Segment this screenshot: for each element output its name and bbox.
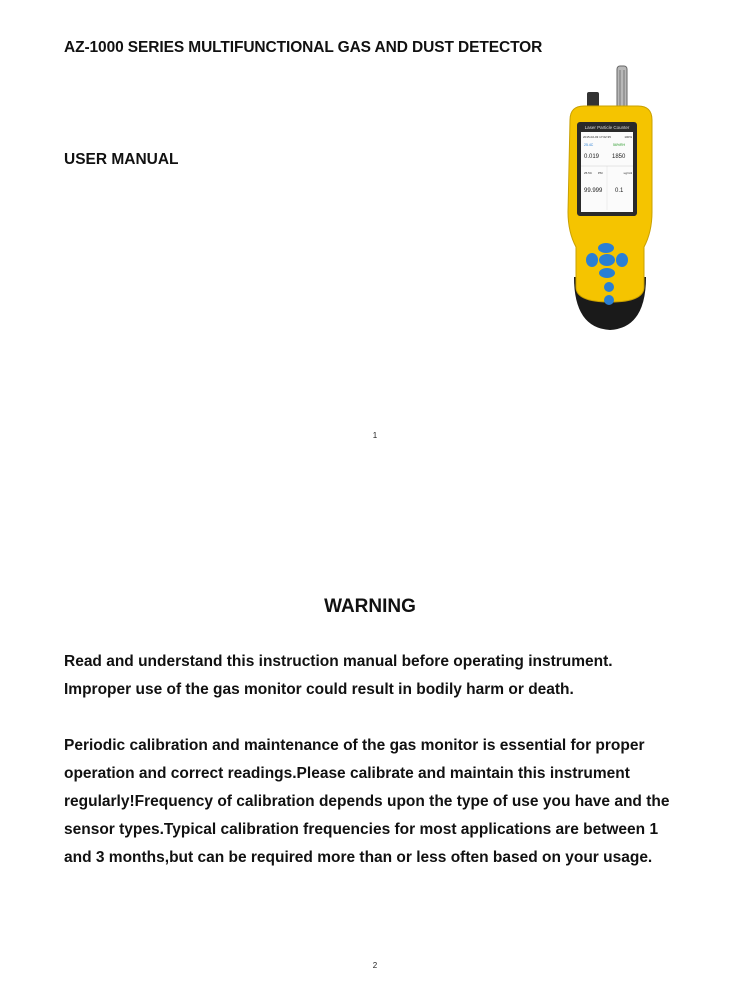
page-number-2: 2 — [372, 961, 378, 970]
screen-right-label: 56%RH — [613, 143, 626, 147]
document-title: AZ-1000 SERIES MULTIFUNCTIONAL GAS AND DUST DETECTOR — [64, 39, 543, 56]
warning-paragraph-1 — [64, 648, 704, 704]
screen-mid-right: ug/m3 — [623, 171, 632, 175]
page-number-1: 1 — [372, 431, 378, 440]
screen-status: 2015-02-03 17:02:35 — [583, 135, 611, 139]
screen-mid-left: 25.5C — [584, 171, 593, 175]
screen-reading-1: 0.019 — [584, 154, 600, 160]
warning-heading: WARNING — [324, 596, 416, 617]
paragraph-line: operation and correct readings.Please calibrate and maintain this instrument — [64, 765, 630, 782]
gas-detector-image — [560, 62, 660, 334]
screen-header: Laser Particle Counter — [584, 125, 630, 130]
button-bottom — [604, 295, 614, 305]
sensor-probe — [617, 66, 627, 110]
screen-battery: 100% — [624, 135, 632, 139]
screen-reading-3: 99.999 — [584, 188, 603, 194]
button-down — [599, 268, 615, 278]
paragraph-line: Improper use of the gas monitor could result in bodily harm or death. — [64, 681, 574, 698]
button-power — [604, 282, 614, 292]
document-subtitle: USER MANUAL — [64, 151, 179, 168]
paragraph-line: Periodic calibration and maintenance of the gas monitor is essential for proper — [64, 737, 645, 754]
screen-mid-unit: PM — [598, 171, 603, 175]
paragraph-line: Read and understand this instruction manual before operating instrument. — [64, 653, 613, 670]
button-up — [598, 243, 614, 253]
button-right — [616, 253, 628, 267]
warning-paragraph-2 — [64, 732, 704, 872]
screen-left-label: 25.4C — [584, 143, 594, 147]
paragraph-line: and 3 months,but can be required more than or less often based on your usage. — [64, 849, 653, 866]
button-left — [586, 253, 598, 267]
screen-reading-4: 0.1 — [615, 188, 624, 194]
screen-reading-2: 1850 — [612, 154, 626, 160]
paragraph-line: sensor types.Typical calibration frequencies for most applications are between 1 — [64, 821, 659, 838]
button-center — [599, 254, 615, 266]
paragraph-line: regularly!Frequency of calibration depends upon the type of use you have and the — [64, 793, 670, 810]
